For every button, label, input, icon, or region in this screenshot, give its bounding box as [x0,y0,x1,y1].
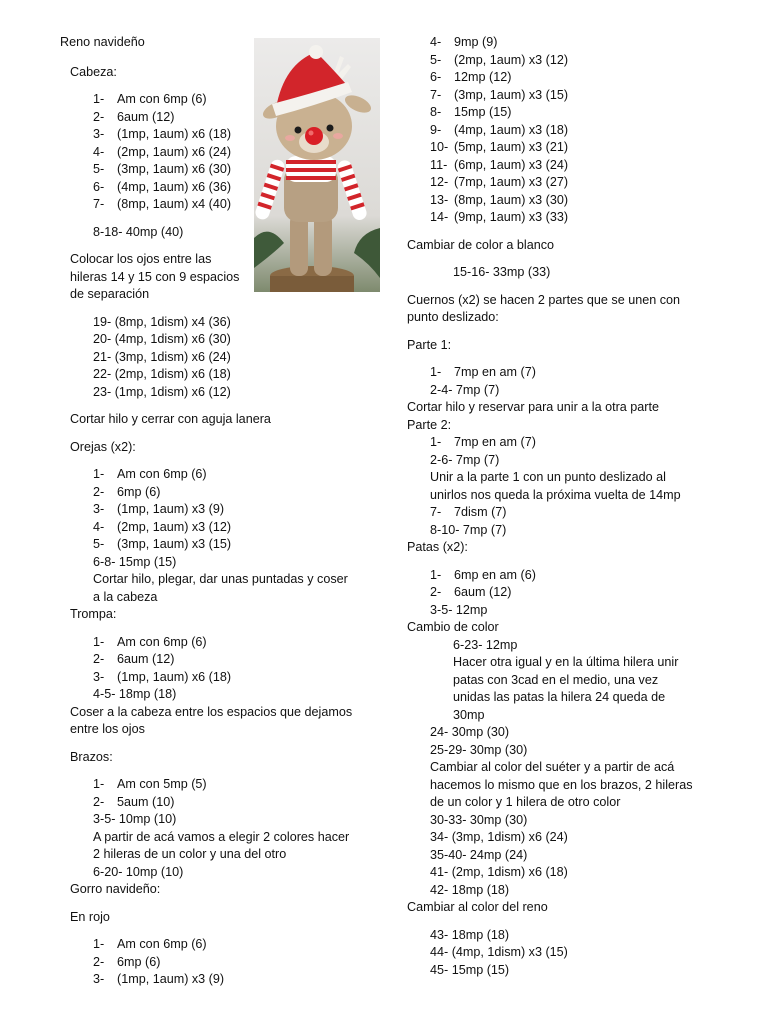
row-number: 11- [430,158,448,172]
right-line [430,882,509,899]
row-number: 12- [430,175,449,189]
right-line [407,337,451,354]
line-text: 2 hileras de un color y una del otro [93,847,287,861]
line-text: a la cabeza [93,590,158,604]
right-line [407,237,554,254]
right-line [430,34,497,51]
left-line [70,286,149,303]
line-text: Cambiar al color del suéter y a partir de acá [430,760,675,774]
line-text: Colocar los ojos entre las [70,252,212,266]
left-line [70,269,239,286]
left-line [70,749,113,766]
line-text: (3mp, 1aum) x6 (30) [117,162,232,176]
line-text: Brazos: [70,750,113,764]
line-text: 2-4- 7mp (7) [430,383,500,397]
line-text: Cambiar al color del reno [407,900,548,914]
left-line [93,686,176,703]
left-line [93,651,174,668]
row-number: 6- [93,180,105,194]
right-line [407,899,548,916]
row-number: 3- [93,502,105,516]
row-number: 2- [93,652,105,666]
line-text: 44- (4mp, 1dism) x3 (15) [430,945,568,959]
right-line [430,87,568,104]
line-text: hileras 14 y 15 con 9 espacios [70,270,240,284]
left-line [93,846,286,863]
line-text: 5aum (10) [117,795,175,809]
line-text: Cambio de color [407,620,499,634]
left-line [93,864,183,881]
left-line [93,144,231,161]
row-number: 2- [93,795,105,809]
right-line [407,309,499,326]
line-text: 23- (1mp, 1dism) x6 (12) [93,385,231,399]
left-line [93,794,174,811]
right-line [430,812,527,829]
left-line [93,501,224,518]
right-line [430,864,568,881]
row-number: 4- [430,35,442,49]
reindeer-amigurumi-photo [254,38,380,292]
line-text: Am con 6mp (6) [117,467,207,481]
line-text: 6aum (12) [454,585,512,599]
line-text: 20- (4mp, 1dism) x6 (30) [93,332,231,346]
row-number: 1- [93,635,105,649]
line-text: A partir de acá vamos a elegir 2 colores hacer [93,830,350,844]
left-line [93,571,348,588]
right-line [430,504,506,521]
row-number: 14- [430,210,449,224]
line-text: patas con 3cad en el medio, una vez [453,673,659,687]
row-number: 3- [93,670,105,684]
line-text: Trompa: [70,607,117,621]
left-line [93,634,207,651]
line-text: (1mp, 1aum) x3 (9) [117,502,225,516]
right-line [430,69,511,86]
right-line [453,672,658,689]
left-line [93,484,160,501]
right-line [430,157,568,174]
row-number: 5- [93,537,105,551]
left-line [93,384,231,401]
right-line [407,292,680,309]
line-text: Parte 2: [407,418,452,432]
row-number: 3- [93,972,105,986]
left-line [93,349,231,366]
left-line [70,881,160,898]
line-text: 3-5- 12mp [430,603,488,617]
left-line [93,971,224,988]
right-line [453,707,485,724]
line-text: Cabeza: [70,65,117,79]
left-line [93,669,231,686]
row-number: 7- [93,197,105,211]
left-line [70,704,352,721]
right-line [430,122,568,139]
left-line [70,721,145,738]
line-text: 9mp (9) [454,35,498,49]
left-line [93,196,231,213]
row-number: 1- [430,435,442,449]
row-number: 2- [93,485,105,499]
row-number: 5- [430,53,442,67]
line-text: entre los ojos [70,722,145,736]
line-text: (7mp, 1aum) x3 (27) [454,175,569,189]
line-text: 15mp (15) [454,105,512,119]
row-number: 7- [430,88,442,102]
line-text: unidas las patas la hilera 24 queda de [453,690,666,704]
right-line [430,192,568,209]
line-text: 45- 15mp (15) [430,963,510,977]
line-text: (8mp, 1aum) x3 (30) [454,193,569,207]
line-text: (1mp, 1aum) x3 (9) [117,972,225,986]
line-text: 6aum (12) [117,652,175,666]
line-text: Hacer otra igual y en la última hilera unir [453,655,679,669]
row-number: 2- [93,110,105,124]
line-text: 34- (3mp, 1dism) x6 (24) [430,830,568,844]
right-line [453,637,517,654]
line-text: Cortar hilo, plegar, dar unas puntadas y coser [93,572,348,586]
right-line [430,209,568,226]
line-text: 15-16- 33mp (33) [453,265,551,279]
row-number: 3- [93,127,105,141]
line-text: 30-33- 30mp (30) [430,813,528,827]
line-text: 21- (3mp, 1dism) x6 (24) [93,350,231,364]
line-text: 3-5- 10mp (10) [93,812,177,826]
right-line [430,602,487,619]
line-text: 12mp (12) [454,70,512,84]
line-text: Orejas (x2): [70,440,136,454]
row-number: 7- [430,505,442,519]
line-text: 6aum (12) [117,110,175,124]
line-text: de separación [70,287,150,301]
right-line [407,399,659,416]
row-number: 4- [93,145,105,159]
line-text: 8-10- 7mp (7) [430,523,507,537]
left-line [93,589,157,606]
line-text: unirlos nos queda la próxima vuelta de 14mp [430,488,681,502]
row-number: 8- [430,105,442,119]
line-text: 2-6- 7mp (7) [430,453,500,467]
right-line [430,382,499,399]
reindeer-illustration [254,38,380,292]
line-text: Cortar hilo y cerrar con aguja lanera [70,412,271,426]
right-line [430,847,527,864]
row-number: 1- [430,365,442,379]
right-line [430,104,511,121]
line-text: 6mp (6) [117,955,161,969]
row-number: 4- [93,520,105,534]
line-text: (5mp, 1aum) x3 (21) [454,140,569,154]
line-text: (2mp, 1aum) x6 (24) [117,145,232,159]
left-line [93,179,231,196]
line-text: (1mp, 1aum) x6 (18) [117,127,232,141]
right-line [453,689,665,706]
row-number: 13- [430,193,449,207]
line-text: 41- (2mp, 1dism) x6 (18) [430,865,568,879]
line-text: 7mp en am (7) [454,435,536,449]
right-line [430,174,568,191]
left-line [93,811,176,828]
right-line [407,539,468,556]
line-text: hacemos lo mismo que en los brazos, 2 hileras [430,778,693,792]
left-line [93,91,207,108]
right-line [430,364,536,381]
line-text: Patas (x2): [407,540,468,554]
line-text: 25-29- 30mp (30) [430,743,528,757]
line-text: Am con 6mp (6) [117,635,207,649]
row-number: 1- [93,937,105,951]
line-text: 6-20- 10mp (10) [93,865,184,879]
row-number: 1- [93,777,105,791]
left-line [93,109,174,126]
line-text: 6-23- 12mp [453,638,518,652]
line-text: (2mp, 1aum) x3 (12) [454,53,569,67]
line-text: Cortar hilo y reservar para unir a la otra parte [407,400,659,414]
line-text: En rojo [70,910,110,924]
line-text: (4mp, 1aum) x3 (18) [454,123,569,137]
left-line [93,331,231,348]
right-line [430,962,509,979]
line-text: Coser a la cabeza entre los espacios que dejamos [70,705,353,719]
right-line [430,434,536,451]
line-text: 30mp [453,708,485,722]
left-line [70,439,136,456]
right-line [430,522,506,539]
left-line [93,554,176,571]
line-text: (3mp, 1aum) x3 (15) [117,537,232,551]
line-text: (1mp, 1aum) x6 (18) [117,670,232,684]
left-line [70,251,211,268]
left-line [93,829,349,846]
line-text: punto deslizado: [407,310,499,324]
line-text: 19- (8mp, 1dism) x4 (36) [93,315,231,329]
right-line [453,654,678,671]
left-line [93,936,207,953]
left-line [70,64,117,81]
row-number: 9- [430,123,442,137]
line-text: Gorro navideño: [70,882,161,896]
left-line [70,411,271,428]
left-line [70,909,110,926]
line-text: 6mp (6) [117,485,161,499]
row-number: 10- [430,140,449,154]
row-number: 2- [93,955,105,969]
row-number: 2- [430,585,442,599]
left-line [93,224,183,241]
line-text: 22- (2mp, 1dism) x6 (18) [93,367,231,381]
right-line [430,777,693,794]
document-title: Reno navideño [60,35,145,49]
line-text: 42- 18mp (18) [430,883,510,897]
left-line [93,126,231,143]
line-text: (8mp, 1aum) x4 (40) [117,197,232,211]
line-text: (9mp, 1aum) x3 (33) [454,210,569,224]
right-line [430,829,568,846]
right-line [430,742,527,759]
right-line [430,139,568,156]
right-line [430,944,568,961]
right-line [430,452,499,469]
line-text: 6-8- 15mp (15) [93,555,177,569]
row-number: 5- [93,162,105,176]
left-line [93,536,231,553]
line-text: 7mp en am (7) [454,365,536,379]
left-line [93,954,160,971]
left-line [70,606,116,623]
left-line [93,776,207,793]
line-text: Unir a la parte 1 con un punto deslizado al [430,470,666,484]
row-number: 1- [430,568,442,582]
line-text: 43- 18mp (18) [430,928,510,942]
left-line [93,366,231,383]
right-line [430,469,666,486]
right-line [453,264,550,281]
line-text: 4-5- 18mp (18) [93,687,177,701]
line-text: (2mp, 1aum) x3 (12) [117,520,232,534]
line-text: 7dism (7) [454,505,507,519]
right-line [430,52,568,69]
line-text: Am con 6mp (6) [117,937,207,951]
right-line [407,417,451,434]
left-line [93,314,231,331]
left-line [93,519,231,536]
line-text: Am con 5mp (5) [117,777,207,791]
row-number: 1- [93,92,105,106]
line-text: Am con 6mp (6) [117,92,207,106]
line-text: 6mp en am (6) [454,568,536,582]
line-text: 24- 30mp (30) [430,725,510,739]
line-text: Cambiar de color a blanco [407,238,555,252]
right-line [430,724,509,741]
row-number: 6- [430,70,442,84]
line-text: (4mp, 1aum) x6 (36) [117,180,232,194]
right-line [430,584,511,601]
left-line [93,161,231,178]
line-text: (6mp, 1aum) x3 (24) [454,158,569,172]
line-text: Parte 1: [407,338,452,352]
right-line [407,619,499,636]
line-text: de un color y 1 hilera de otro color [430,795,621,809]
right-line [430,794,620,811]
right-line [430,927,509,944]
right-line [430,487,681,504]
right-line [430,759,674,776]
line-text: Cuernos (x2) se hacen 2 partes que se unen con [407,293,681,307]
line-text: (3mp, 1aum) x3 (15) [454,88,569,102]
right-line [430,567,536,584]
row-number: 1- [93,467,105,481]
left-line [93,466,207,483]
line-text: 35-40- 24mp (24) [430,848,528,862]
line-text: 8-18- 40mp (40) [93,225,184,239]
